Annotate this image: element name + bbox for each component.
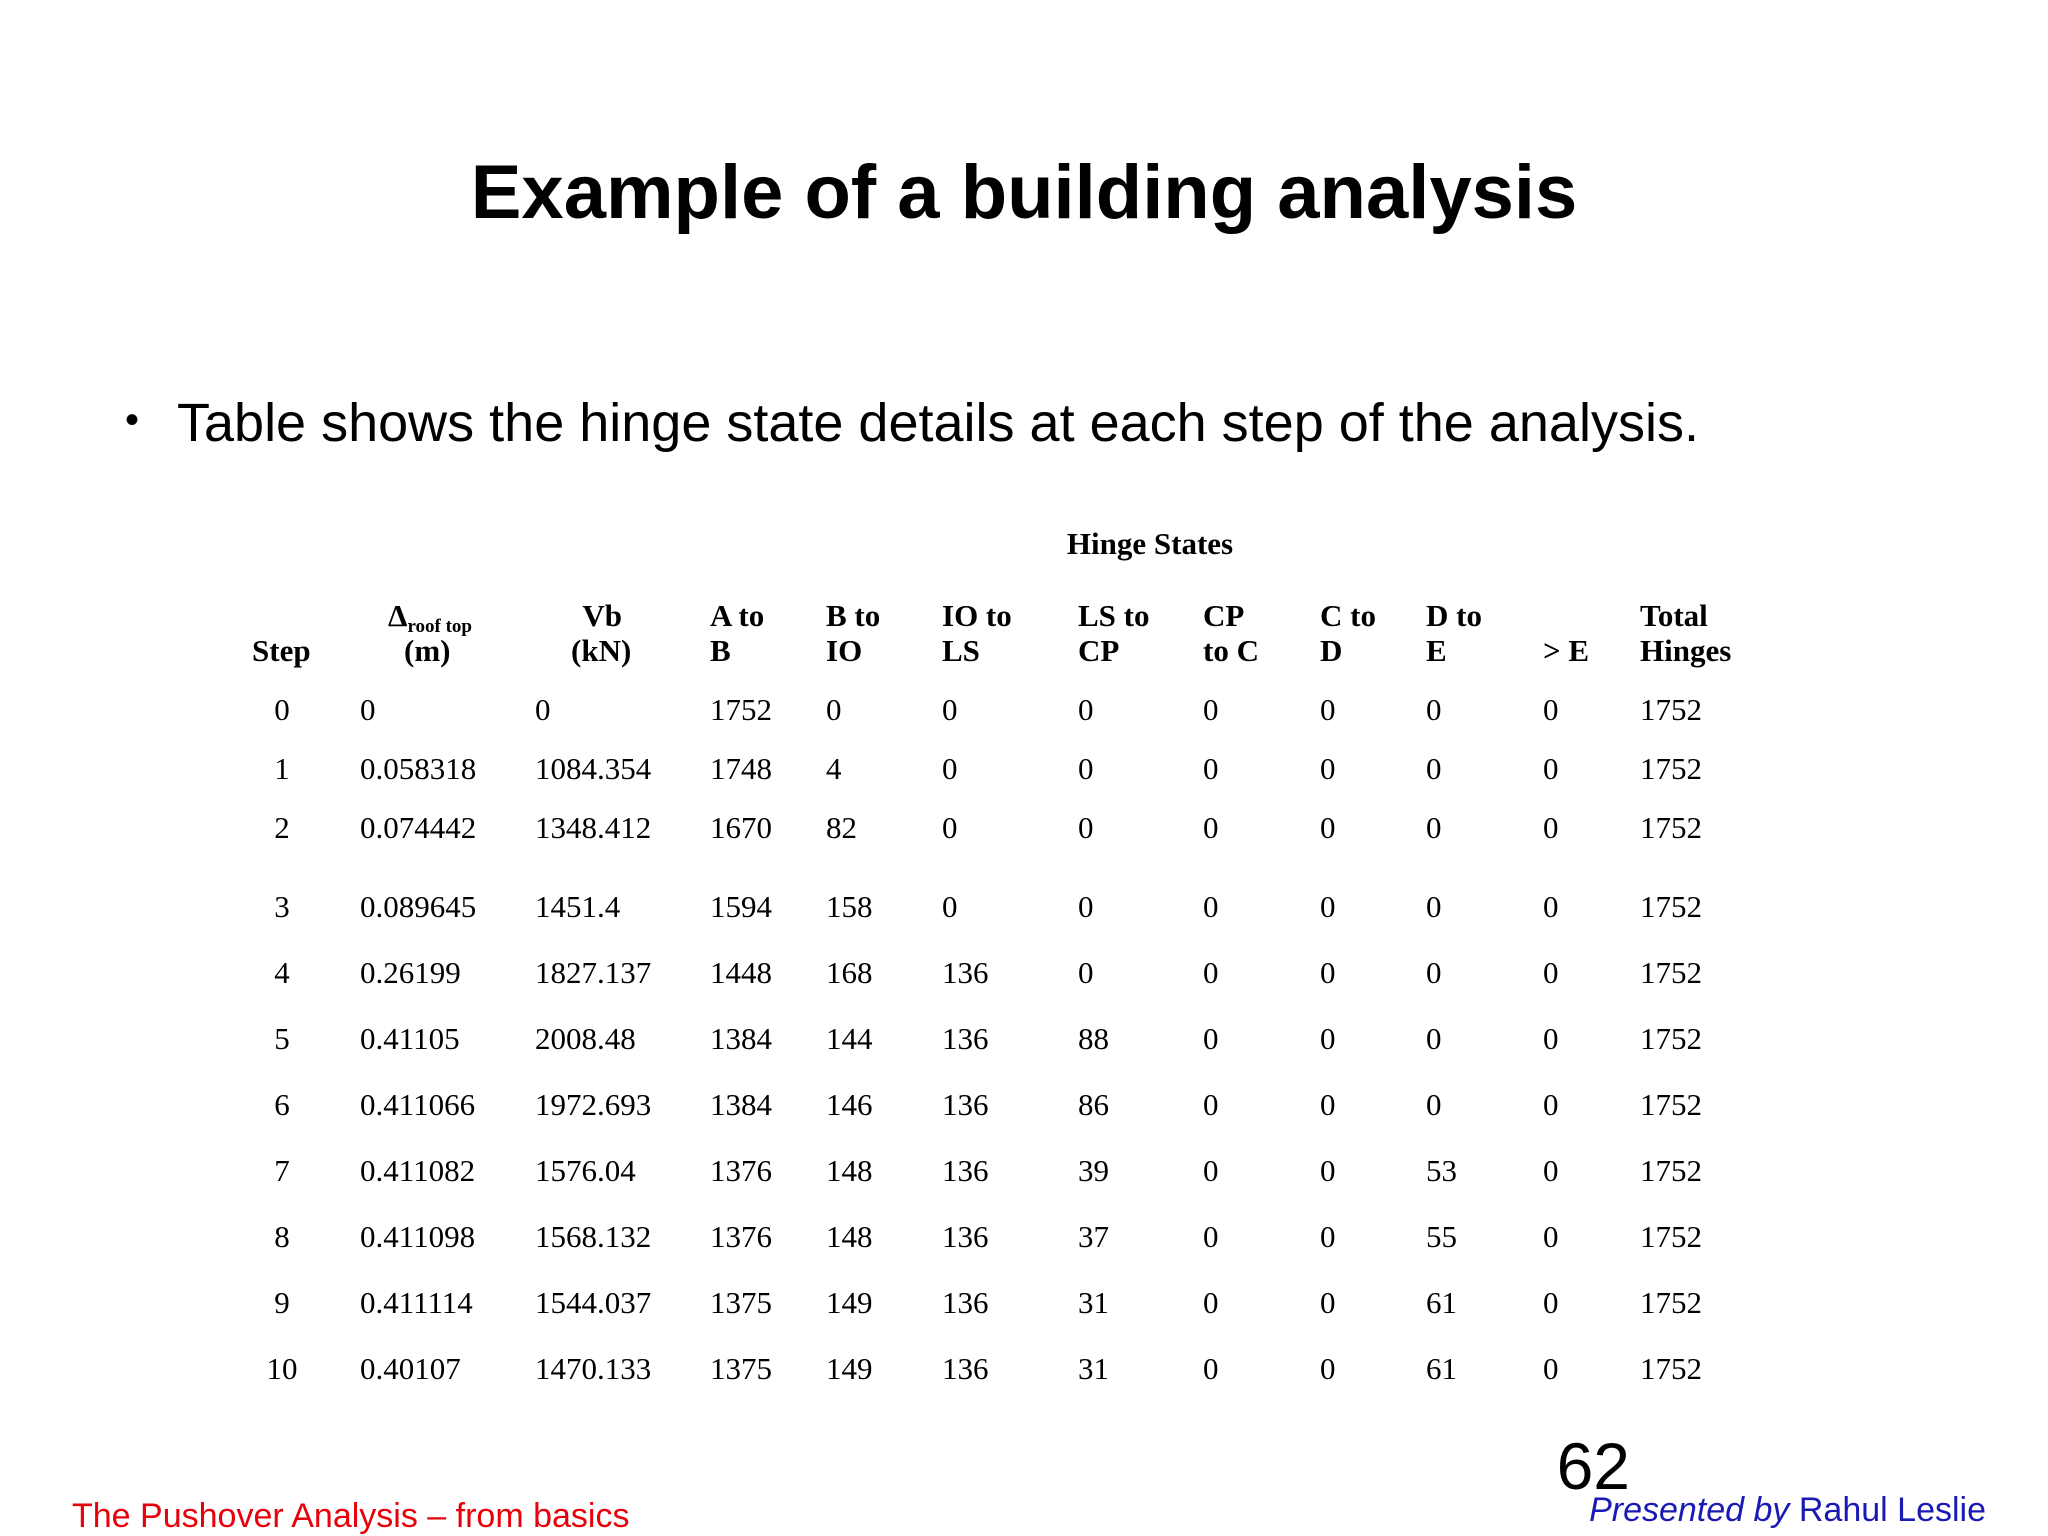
table-cell-b-to-io: 82 [826, 810, 857, 845]
table-cell-step: 5 [274, 1021, 290, 1056]
table-cell-d-to-e: 0 [1426, 1087, 1442, 1122]
table-cell-gt-e: 0 [1543, 1219, 1559, 1254]
column-header-total [1640, 598, 1731, 668]
table-cell-ls-to-cp: 0 [1078, 889, 1094, 924]
table-cell-io-to-ls: 136 [942, 1351, 989, 1386]
column-header-line1: Δroof top [388, 598, 472, 637]
table-cell-b-to-io: 146 [826, 1087, 873, 1122]
table-cell-ls-to-cp: 0 [1078, 810, 1094, 845]
table-cell-delta: 0.26199 [360, 955, 461, 990]
column-header-line1: Total [1640, 598, 1708, 633]
column-header-line1: CP [1203, 598, 1245, 633]
column-header-cp-to-c [1203, 598, 1259, 668]
table-cell-d-to-e: 61 [1426, 1285, 1457, 1320]
table-cell-step: 2 [274, 810, 290, 845]
footer-presenter [1589, 1490, 1986, 1530]
table-cell-total: 1752 [1640, 1351, 1702, 1386]
slide-title: Example of a building analysis [470, 150, 1578, 235]
column-header-vb [573, 598, 631, 668]
table-cell-io-to-ls: 0 [942, 810, 958, 845]
table-cell-delta: 0.411082 [360, 1153, 476, 1188]
column-header-line1: B to [826, 598, 881, 633]
column-header-line2: IO [826, 633, 863, 668]
table-cell-cp-to-c: 0 [1203, 751, 1219, 786]
table-cell-a-to-b: 1376 [710, 1153, 772, 1188]
page-number: 62 [1556, 1429, 1630, 1503]
table-cell-c-to-d: 0 [1320, 1021, 1336, 1056]
table-cell-d-to-e: 61 [1426, 1351, 1457, 1386]
column-header-d-to-e [1426, 598, 1482, 668]
table-cell-delta: 0.058318 [360, 751, 477, 786]
table-cell-step: 0 [274, 692, 290, 727]
column-header-line1: A to [710, 598, 765, 633]
table-cell-gt-e: 0 [1543, 751, 1559, 786]
column-header-line1: Vb [582, 598, 622, 633]
column-header-io-to-ls [942, 598, 1012, 668]
table-cell-step: 1 [274, 751, 290, 786]
column-header-line1: LS to [1078, 598, 1150, 633]
table-cell-io-to-ls: 136 [942, 955, 989, 990]
column-header-line2: Hinges [1640, 633, 1732, 668]
table-cell-d-to-e: 55 [1426, 1219, 1457, 1254]
table-cell-total: 1752 [1640, 1153, 1702, 1188]
table-cell-ls-to-cp: 88 [1078, 1021, 1109, 1056]
presenter-name: Rahul Leslie [1798, 1491, 1986, 1529]
column-header-line1 [252, 598, 311, 633]
column-header-line2: LS [942, 633, 980, 668]
table-cell-io-to-ls: 136 [942, 1285, 989, 1320]
table-cell-b-to-io: 149 [826, 1285, 873, 1320]
column-header-b-to-io [826, 598, 880, 668]
table-cell-c-to-d: 0 [1320, 955, 1336, 990]
table-cell-total: 1752 [1640, 1021, 1702, 1056]
table-cell-total: 1752 [1640, 751, 1702, 786]
table-cell-c-to-d: 0 [1320, 1219, 1336, 1254]
table-cell-total: 1752 [1640, 692, 1702, 727]
column-header-line1: C to [1320, 598, 1376, 633]
table-cell-gt-e: 0 [1543, 889, 1559, 924]
table-cell-c-to-d: 0 [1320, 889, 1336, 924]
table-cell-cp-to-c: 0 [1203, 692, 1219, 727]
table-cell-io-to-ls: 0 [942, 751, 958, 786]
table-cell-b-to-io: 148 [826, 1153, 873, 1188]
table-cell-gt-e: 0 [1543, 1021, 1559, 1056]
table-cell-io-to-ls: 0 [942, 692, 958, 727]
table-cell-step: 7 [274, 1153, 290, 1188]
hinge-states-heading: Hinge States [1066, 526, 1234, 561]
table-cell-total: 1752 [1640, 889, 1702, 924]
table-cell-io-to-ls: 136 [942, 1153, 989, 1188]
table-cell-gt-e: 0 [1543, 1153, 1559, 1188]
table-cell-ls-to-cp: 37 [1078, 1219, 1109, 1254]
presented-by-label: Presented by [1589, 1491, 1790, 1529]
table-cell-step: 8 [274, 1219, 290, 1254]
table-cell-ls-to-cp: 0 [1078, 955, 1094, 990]
column-header-line1 [1543, 598, 1589, 633]
table-cell-vb: 1544.037 [535, 1285, 652, 1320]
table-cell-a-to-b: 1748 [710, 751, 772, 786]
table-cell-ls-to-cp: 86 [1078, 1087, 1109, 1122]
column-header-line2: CP [1078, 633, 1120, 668]
table-cell-a-to-b: 1376 [710, 1219, 772, 1254]
table-cell-io-to-ls: 136 [942, 1087, 989, 1122]
column-header-gt-e [1543, 598, 1589, 668]
table-cell-b-to-io: 168 [826, 955, 873, 990]
table-cell-ls-to-cp: 31 [1078, 1285, 1109, 1320]
table-cell-gt-e: 0 [1543, 1087, 1559, 1122]
column-header-line2: > E [1543, 633, 1590, 668]
table-cell-cp-to-c: 0 [1203, 1351, 1219, 1386]
table-cell-step: 4 [274, 955, 290, 990]
column-header-line1: IO to [942, 598, 1012, 633]
table-cell-cp-to-c: 0 [1203, 1153, 1219, 1188]
table-cell-b-to-io: 144 [826, 1021, 873, 1056]
table-cell-gt-e: 0 [1543, 955, 1559, 990]
table-cell-vb: 1470.133 [535, 1351, 652, 1386]
table-cell-vb: 1972.693 [535, 1087, 652, 1122]
table-cell-c-to-d: 0 [1320, 1285, 1336, 1320]
table-cell-cp-to-c: 0 [1203, 889, 1219, 924]
table-cell-c-to-d: 0 [1320, 810, 1336, 845]
table-cell-io-to-ls: 0 [942, 889, 958, 924]
table-cell-cp-to-c: 0 [1203, 1285, 1219, 1320]
table-cell-cp-to-c: 0 [1203, 810, 1219, 845]
table-cell-b-to-io: 158 [826, 889, 873, 924]
table-cell-a-to-b: 1384 [710, 1087, 772, 1122]
table-cell-b-to-io: 4 [826, 751, 842, 786]
table-cell-d-to-e: 0 [1426, 1021, 1442, 1056]
column-header-line1: D to [1426, 598, 1482, 633]
table-cell-vb: 1084.354 [535, 751, 652, 786]
table-cell-total: 1752 [1640, 955, 1702, 990]
column-header-line2: to C [1203, 633, 1259, 668]
table-cell-c-to-d: 0 [1320, 1153, 1336, 1188]
table-cell-delta: 0 [360, 692, 376, 727]
table-cell-ls-to-cp: 39 [1078, 1153, 1109, 1188]
table-cell-ls-to-cp: 31 [1078, 1351, 1109, 1386]
table-cell-vb: 0 [535, 692, 551, 727]
table-cell-d-to-e: 0 [1426, 751, 1442, 786]
table-cell-b-to-io: 149 [826, 1351, 873, 1386]
table-cell-b-to-io: 0 [826, 692, 842, 727]
table-cell-vb: 1827.137 [535, 955, 652, 990]
table-cell-gt-e: 0 [1543, 1285, 1559, 1320]
table-cell-total: 1752 [1640, 1285, 1702, 1320]
table-cell-a-to-b: 1448 [710, 955, 772, 990]
column-header-a-to-b [710, 598, 764, 668]
table-cell-d-to-e: 0 [1426, 810, 1442, 845]
table-cell-vb: 1451.4 [535, 889, 621, 924]
table-cell-a-to-b: 1594 [710, 889, 772, 924]
table-cell-c-to-d: 0 [1320, 1087, 1336, 1122]
table-cell-io-to-ls: 136 [942, 1021, 989, 1056]
table-cell-a-to-b: 1375 [710, 1351, 772, 1386]
table-cell-a-to-b: 1752 [710, 692, 772, 727]
table-cell-step: 10 [266, 1351, 298, 1386]
table-cell-ls-to-cp: 0 [1078, 751, 1094, 786]
table-cell-d-to-e: 0 [1426, 955, 1442, 990]
table-cell-a-to-b: 1670 [710, 810, 772, 845]
table-cell-c-to-d: 0 [1320, 692, 1336, 727]
column-header-line2: B [710, 633, 731, 668]
column-header-line2: E [1426, 633, 1447, 668]
table-cell-c-to-d: 0 [1320, 1351, 1336, 1386]
table-cell-vb: 1348.412 [535, 810, 652, 845]
table-cell-vb: 1568.132 [535, 1219, 652, 1254]
table-cell-cp-to-c: 0 [1203, 955, 1219, 990]
table-cell-cp-to-c: 0 [1203, 1219, 1219, 1254]
table-cell-c-to-d: 0 [1320, 751, 1336, 786]
column-header-delta [388, 598, 472, 668]
column-header-line2: D [1320, 633, 1343, 668]
table-cell-delta: 0.074442 [360, 810, 477, 845]
table-cell-total: 1752 [1640, 810, 1702, 845]
table-cell-io-to-ls: 136 [942, 1219, 989, 1254]
table-cell-vb: 2008.48 [535, 1021, 636, 1056]
table-cell-total: 1752 [1640, 1219, 1702, 1254]
column-header-c-to-d [1320, 598, 1376, 668]
bullet-point [125, 390, 1699, 456]
table-cell-step: 3 [274, 889, 290, 924]
table-cell-a-to-b: 1375 [710, 1285, 772, 1320]
table-cell-delta: 0.089645 [360, 889, 477, 924]
table-cell-step: 9 [274, 1285, 290, 1320]
bullet-icon: • [125, 398, 140, 442]
table-cell-delta: 0.411098 [360, 1219, 476, 1254]
table-cell-step: 6 [274, 1087, 290, 1122]
table-cell-delta: 0.411114 [360, 1285, 473, 1320]
column-header-ls-to-cp [1078, 598, 1150, 668]
table-cell-cp-to-c: 0 [1203, 1021, 1219, 1056]
table-cell-delta: 0.411066 [360, 1087, 476, 1122]
column-header-step [252, 598, 311, 668]
table-cell-vb: 1576.04 [535, 1153, 636, 1188]
table-cell-d-to-e: 53 [1426, 1153, 1457, 1188]
column-header-line2: Step [252, 633, 311, 668]
table-cell-d-to-e: 0 [1426, 692, 1442, 727]
table-cell-a-to-b: 1384 [710, 1021, 772, 1056]
table-cell-gt-e: 0 [1543, 810, 1559, 845]
table-cell-b-to-io: 148 [826, 1219, 873, 1254]
bullet-text: Table shows the hinge state details at each step of the analysis. [177, 393, 1699, 453]
table-cell-gt-e: 0 [1543, 692, 1559, 727]
footer-course-title: The Pushover Analysis – from basics [72, 1497, 630, 1535]
column-header-line2: (m) [404, 633, 451, 668]
table-cell-total: 1752 [1640, 1087, 1702, 1122]
table-cell-delta: 0.41105 [360, 1021, 460, 1056]
table-cell-delta: 0.40107 [360, 1351, 461, 1386]
table-cell-cp-to-c: 0 [1203, 1087, 1219, 1122]
table-cell-gt-e: 0 [1543, 1351, 1559, 1386]
column-header-line2: (kN) [571, 633, 632, 668]
table-cell-ls-to-cp: 0 [1078, 692, 1094, 727]
table-cell-d-to-e: 0 [1426, 889, 1442, 924]
